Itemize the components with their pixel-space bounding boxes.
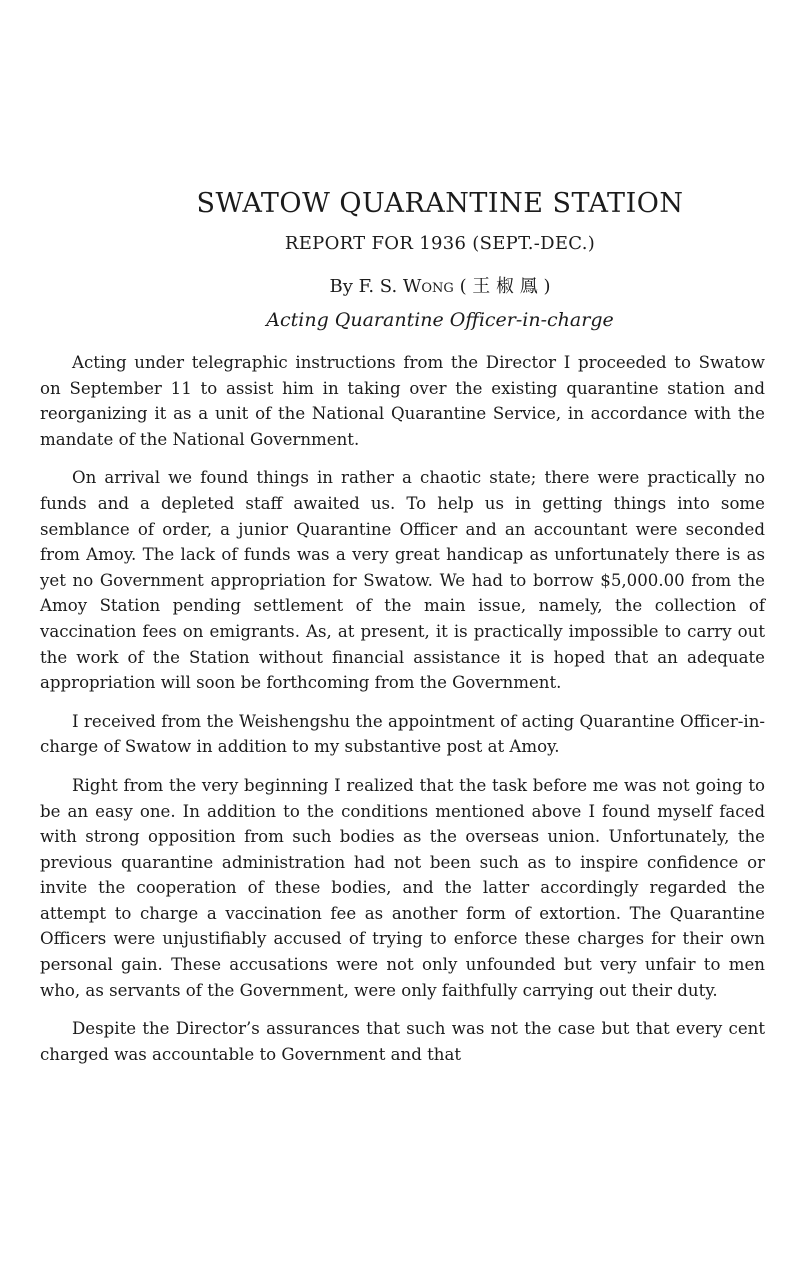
author-chinese-name: ( 王 椒 鳳 ) — [459, 276, 551, 297]
paragraph: Acting under telegraphic instructions from the Director I proceeded to Swatow on September 11 to assist him in taking over the existing quarantine station and reorganizing it as a unit of the National Quarantine Service, in accordance with the mandate of the National Government. — [40, 353, 765, 449]
paragraph: On arrival we found things in rather a chaotic state; there were practically no funds and a depleted staff awaited us. To help us in getting things into some semblance of order, a junior Quarantine Officer and an accountant were seconded from Amoy. The lack of funds was a very great handicap as unfortunately there is as yet no Government appropriation for Swatow. We had to borrow $5,000.00 from the Amoy Station pending settlement of the main issue, namely, the collection of vaccination fees on emigrants. As, at present, it is practically impossible to carry out the work of the Station without financial assistance it is hoped that an adequate appropriation will soon be forthcoming from the Government. — [40, 468, 765, 693]
document-title: SWATOW QUARANTINE STATION — [196, 188, 684, 219]
author-name: F. S. Wong — [358, 276, 454, 297]
author-line — [0, 272, 800, 298]
paragraph: I received from the Weishengshu the appointment of acting Quarantine Officer-in-charge of Swatow in addition to my substantive post at Amoy. — [40, 711, 765, 757]
report-period: REPORT FOR 1936 (SEPT.-DEC.) — [284, 233, 596, 254]
author-role: Acting Quarantine Officer-in-charge — [266, 309, 614, 331]
author-prefix: By — [329, 276, 353, 297]
report-body — [40, 350, 765, 1080]
paragraph: Despite the Director’s assurances that such was not the case but that every cent charged was accountable to Government and that — [40, 1019, 765, 1064]
paragraph: Right from the very beginning I realized that the task before me was not going to be an easy one. In addition to the conditions mentioned above I found myself faced with strong opposition from such bodies as the overseas union. Unfortunately, the previous quarantine administration had not been such as to inspire confidence or invite the cooperation of these bodies, and the latter accordingly regarded the attempt to charge a vaccination fee as another form of extortion. The Quarantine Officers were unjustifiably accused of trying to enforce these charges for their own personal gain. These accusations were not only unfounded but very unfair to men who, as servants of the Government, were only faithfully carrying out their duty. — [40, 775, 765, 1000]
